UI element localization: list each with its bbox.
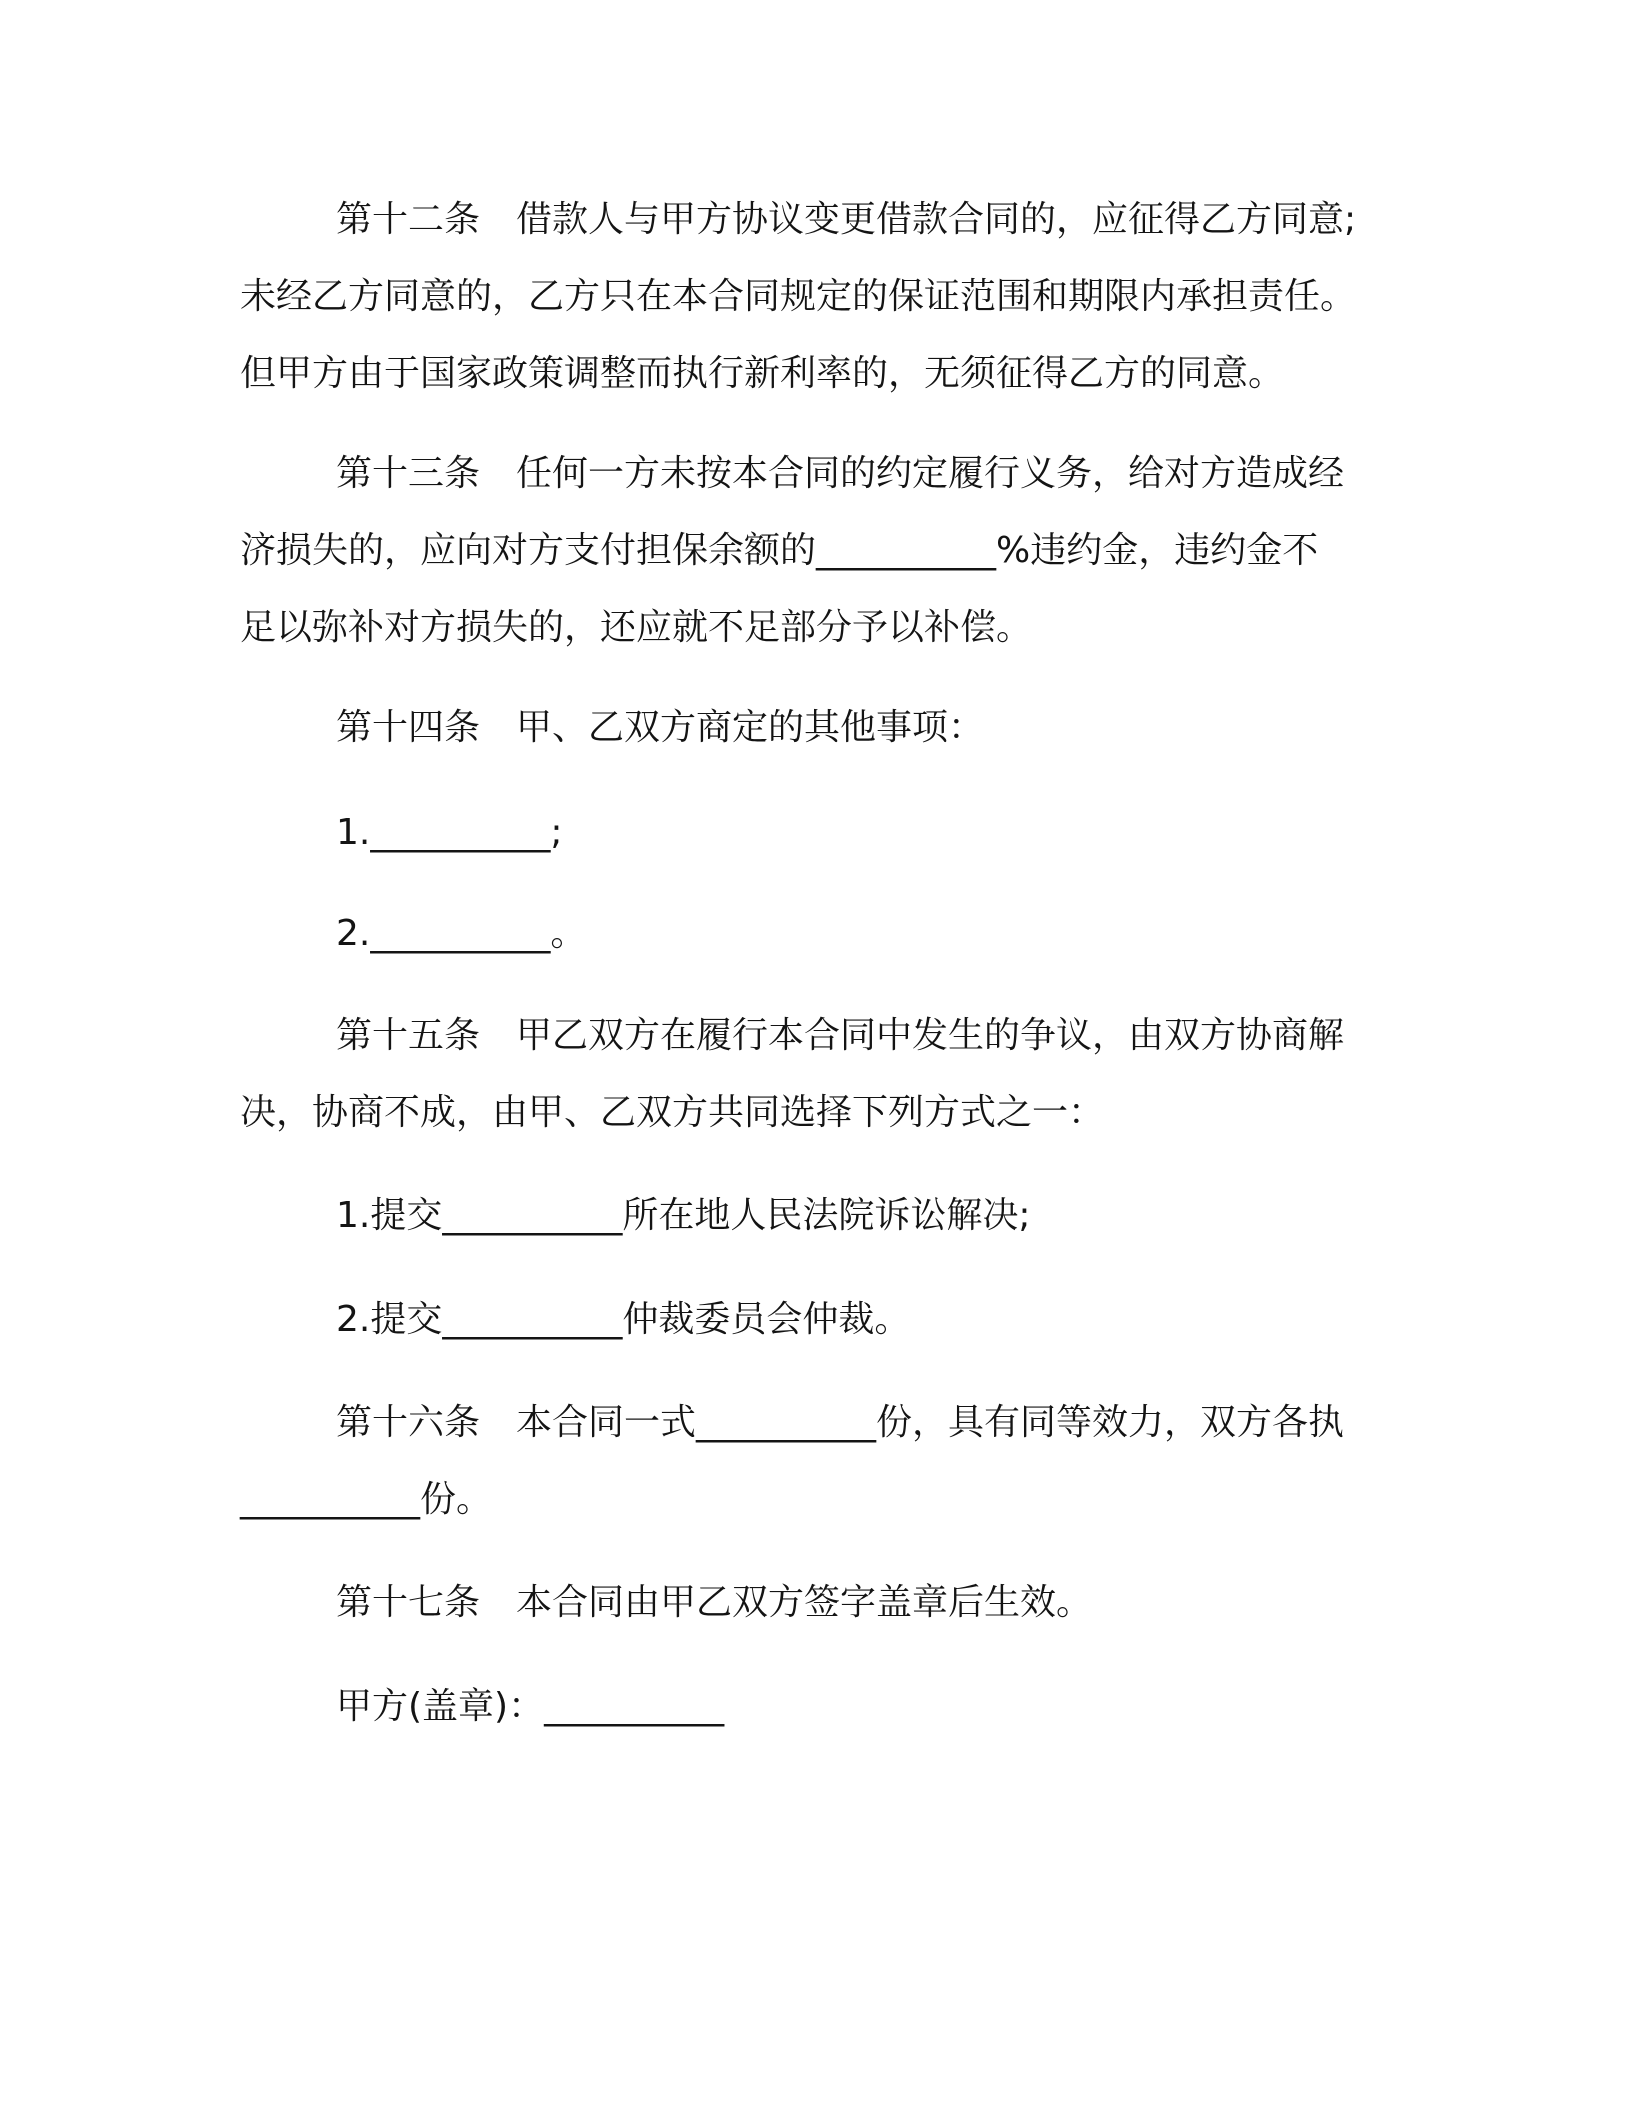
article-15-item-2: 2.提交__________仲裁委员会仲裁。 [336,1299,911,1340]
article-15-line-1: 第十五条 甲乙双方在履行本合同中发生的争议，由双方协商解 [336,1015,1345,1056]
article-14-item-1: 1.__________; [336,812,563,853]
article-13-line-2: 济损失的，应向对方支付担保余额的__________%违约金，违约金不 [240,530,1319,571]
article-16-line-2: __________份。 [240,1479,493,1520]
article-15-item-1: 1.提交__________所在地人民法院诉讼解决; [336,1195,1031,1236]
article-14-heading: 第十四条 甲、乙双方商定的其他事项： [336,707,985,748]
article-13-line-1: 第十三条 任何一方未按本合同的约定履行义务，给对方造成经 [336,453,1345,494]
party-a-seal-line: 甲方(盖章)：__________ [336,1686,725,1727]
article-15-line-2: 决，协商不成，由甲、乙双方共同选择下列方式之一： [240,1092,1105,1133]
article-13-line-3: 足以弥补对方损失的，还应就不足部分予以补偿。 [240,607,1033,648]
article-17: 第十七条 本合同由甲乙双方签字盖章后生效。 [336,1582,1093,1623]
article-12-line-1: 第十二条 借款人与甲方协议变更借款合同的，应征得乙方同意; [336,199,1357,240]
article-16-line-1: 第十六条 本合同一式__________份，具有同等效力，双方各执 [336,1402,1345,1443]
article-14-item-2: 2.__________。 [336,913,587,954]
article-12-line-3: 但甲方由于国家政策调整而执行新利率的，无须征得乙方的同意。 [240,353,1285,394]
article-12-line-2: 未经乙方同意的，乙方只在本合同规定的保证范围和期限内承担责任。 [240,276,1357,317]
